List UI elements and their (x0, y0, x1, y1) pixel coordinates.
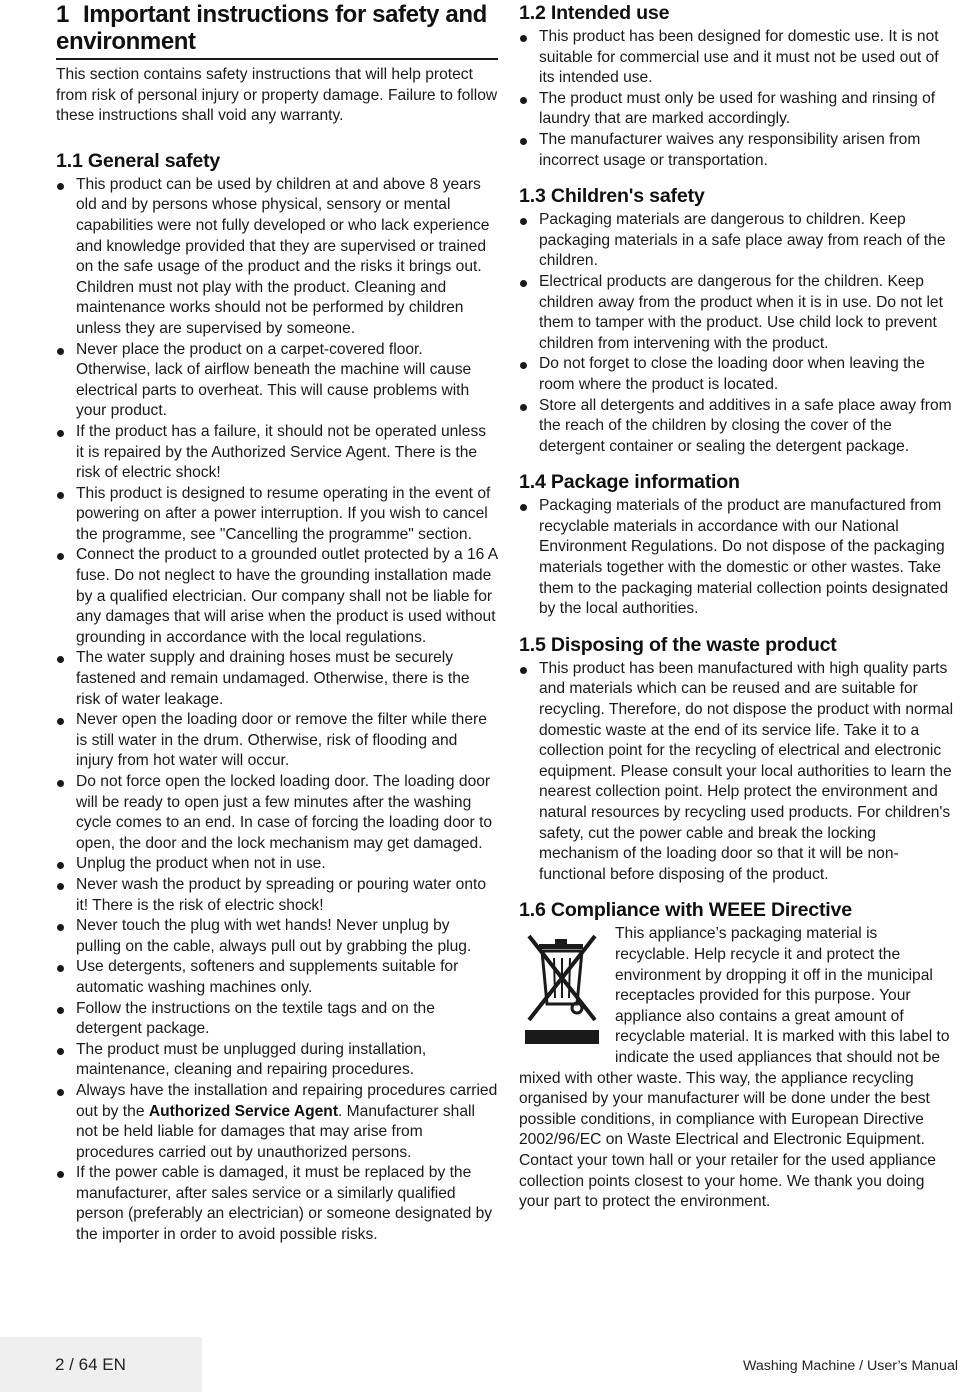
bullet-icon (57, 965, 64, 972)
list-item-text: Never place the product on a carpet-covered floor. Otherwise, lack of airflow beneath the machine will cause electrical parts to overheat. This will cause problems with your product. (76, 340, 472, 420)
list-item-text: Electrical products are dangerous for the children. Keep children away from the product when it is in use. Do not let them to tamper with the product. Use child lock to prevent children from intervening with the product. (539, 272, 943, 352)
list-item (519, 272, 955, 354)
list-item (56, 957, 498, 998)
bullet-icon (520, 667, 527, 674)
list-item-text: Never wash the product by spreading or pouring water onto it! There is the risk of electric shock! (76, 875, 487, 914)
bullet-icon (520, 97, 527, 104)
section-title: Important instructions for safety and environment (56, 1, 487, 55)
list-item-text: Use detergents, softeners and supplements suitable for automatic washing machines only. (76, 958, 459, 996)
bullet-icon (57, 780, 64, 787)
list-item (519, 396, 955, 458)
bullet-icon (57, 553, 64, 560)
list-item (519, 496, 955, 620)
list-item (56, 772, 498, 854)
list-item-text: . Manufacturer shall not be held liable for damages that may arise from procedures carried out by unauthorized persons. (76, 1102, 475, 1161)
bullet-icon (57, 1171, 64, 1178)
disposing-heading: 1.5 Disposing of the waste product (519, 633, 837, 656)
general-safety-section (56, 149, 498, 1246)
bullet-icon (57, 883, 64, 890)
intended-use-list (519, 27, 955, 171)
list-item (56, 545, 498, 648)
list-item (56, 916, 498, 957)
bullet-icon (520, 504, 527, 511)
list-item-text: If the product has a failure, it should not be operated unless it is repaired by the Authorized Service Agent. There is the risk of electric shock! (76, 422, 487, 482)
list-item-text: Do not force open the locked loading door. The loading door will be ready to open just a few minutes after the washing cycle comes to an end. In case of forcing the loading door to open, the door and the lock mechanism may get damaged. (76, 773, 493, 852)
list-item (519, 210, 955, 272)
childrens-safety-heading: 1.3 Children's safety (519, 185, 705, 208)
list-item-text: Connect the product to a grounded outlet protected by a 16 A fuse. Do not neglect to have the grounding installation made by a qualified electrician. Our company shall not be liable for any damages that will arise when the product is used without grounding in accordance with the local regulations. (76, 546, 498, 646)
list-item (519, 89, 955, 130)
childrens-safety-list (519, 210, 955, 457)
weee-body (519, 924, 955, 1212)
right-column (519, 0, 955, 1213)
general-safety-heading: 1.1 General safety (56, 149, 221, 172)
weee-heading: 1.6 Compliance with WEEE Directive (519, 899, 852, 922)
list-item (56, 175, 498, 340)
section-number: 1 (56, 1, 69, 28)
footer-document-title: Washing Machine / User’s Manual (742, 1358, 958, 1374)
list-item-text: Store all detergents and additives in a safe place away from the reach of the children by closing the cover of the detergent container or sealing the detergent package. (539, 396, 952, 455)
title-underline (56, 58, 498, 60)
intended-use-section (519, 1, 955, 171)
package-info-list (519, 496, 955, 620)
list-item (519, 27, 955, 89)
left-column (56, 0, 498, 1246)
list-item-text: If the power cable is damaged, it must be replaced by the manufacturer, after sales service or a similarly qualified person (preferably an electrician) or someone designated by the importer in order to avoid possible risks. (76, 1164, 493, 1244)
bullet-icon (520, 138, 527, 145)
section-intro: This section contains safety instructions that will help protect from risk of personal injury or property damage. Failure to follow these instructions shall void any warranty. (56, 66, 498, 125)
list-item-text: Follow the instructions on the textile tags and on the detergent package. (76, 999, 435, 1038)
list-item (56, 1163, 498, 1245)
list-item (56, 999, 498, 1040)
list-item-text: Unplug the product when not in use. (76, 855, 326, 873)
bullet-icon (520, 218, 527, 225)
bullet-icon (520, 362, 527, 369)
general-safety-list (56, 175, 498, 1246)
list-item-authorized-service (56, 1081, 498, 1163)
list-item-text: Never open the loading door or remove the filter while there is still water in the drum. Otherwise, risk of flooding and injury from hot water will occur. (76, 711, 487, 770)
list-item-text: This product can be used by children at and above 8 years old and by persons whose physical, sensory or mental capabilities were not fully developed or who lack experience and knowledge provided that they are supervised or trained on the safe usage of the product and the risks it brings out. Children must not play with the product. Cleaning and maintenance works should not be performed by children unless they are supervised by someone. (76, 175, 490, 337)
bullet-icon (57, 656, 64, 663)
bullet-icon (57, 348, 64, 355)
bullet-icon (57, 718, 64, 725)
bullet-icon (57, 183, 64, 190)
crossed-out-wheelie-bin-icon (521, 930, 603, 1050)
bullet-icon (57, 430, 64, 437)
list-item (56, 854, 498, 875)
list-item-text: Packaging materials are dangerous to children. Keep packaging materials in a safe place away from reach of the children. (539, 211, 946, 270)
list-item (519, 659, 955, 886)
authorized-service-agent-emphasis: Authorized Service Agent (148, 1102, 339, 1120)
package-info-section (519, 470, 955, 620)
list-item (56, 710, 498, 772)
weee-text: This appliance’s packaging material is recyclable. Help recycle it and protect the environment by dropping it off in the municipal receptacles provided for this purpose. Your appliance also contains a great amount of recyclable material. It is marked with this label to indicate the used appliances that should not be mixed with other waste. This way, the appliance recycling organised by your manufacturer will be done under the best possible conditions, in compliance with European Directive 2002/96/EC on Waste Electrical and Electronic Equipment. Contact your town hall or your retailer for the used appliance collection points closest to your home. We thank you doing your part to protect the environment. (519, 925, 950, 1211)
list-item-text: The manufacturer waives any responsibility arisen from incorrect usage or transportation. (539, 130, 921, 169)
bullet-icon (57, 1089, 64, 1096)
list-item-text: Never touch the plug with wet hands! Never unplug by pulling on the cable, always pull out by grabbing the plug. (76, 917, 472, 955)
list-item-text: This product is designed to resume operating in the event of powering on after a power interruption. If you wish to cancel the programme, see "Cancelling the programme" section. (76, 484, 491, 543)
disposing-list (519, 659, 955, 886)
bullet-icon (57, 862, 64, 869)
bullet-icon (57, 492, 64, 499)
list-item (56, 484, 498, 546)
disposing-section (519, 633, 955, 886)
list-item-text: This product has been manufactured with high quality parts and materials which can be reused and are suitable for recycling. Therefore, do not dispose the product with normal domestic waste at the end of its service life. Take it to a collection point for the recycling of electrical and electronic equipment. Please consult your local authorities to learn the nearest collection point. Help protect the environment and natural resources by recycling used products. For children's safety, cut the power cable and break the locking mechanism of the loading door so that it will be non-functional before disposing of the product. (539, 659, 954, 883)
list-item (519, 354, 955, 395)
page-title (56, 0, 498, 55)
list-item-text: The product must only be used for washing and rinsing of laundry that are marked accordingly. (539, 89, 936, 128)
bullet-icon (57, 1048, 64, 1055)
list-item-text: Packaging materials of the product are manufactured from recyclable materials in accordance with our National Environment Regulations. Do not dispose of the packaging materials together with the domestic or other wastes. Take them to the packaging material collection points designated by the local authorities. (539, 497, 949, 618)
bullet-icon (57, 924, 64, 931)
list-item-text: Do not forget to close the loading door when leaving the room where the product is located. (539, 355, 925, 393)
list-item-text: This product has been designed for domestic use. It is not suitable for commercial use and it must not be used out of its intended use. (539, 28, 939, 87)
bullet-icon (520, 35, 527, 42)
list-item (56, 648, 498, 710)
list-item (519, 130, 955, 171)
list-item (56, 875, 498, 916)
childrens-safety-section (519, 184, 955, 457)
package-info-heading: 1.4 Package information (519, 471, 740, 494)
footer-page-number: 2 / 64 EN (55, 1355, 126, 1374)
weee-section (519, 898, 955, 1212)
bullet-icon (520, 404, 527, 411)
bullet-icon (520, 280, 527, 287)
list-item-text: The water supply and draining hoses must be securely fastened and remain undamaged. Otherwise, there is the risk of water leakage. (76, 649, 470, 708)
list-item-text: Always have the installation and repairing procedures carried out by the (76, 1081, 498, 1120)
list-item (56, 422, 498, 484)
list-item (56, 1040, 498, 1081)
list-item-text: The product must be unplugged during installation, maintenance, cleaning and repairing procedures. (76, 1040, 427, 1079)
list-item (56, 340, 498, 422)
bullet-icon (57, 1007, 64, 1014)
intended-use-heading: 1.2 Intended use (519, 2, 670, 24)
